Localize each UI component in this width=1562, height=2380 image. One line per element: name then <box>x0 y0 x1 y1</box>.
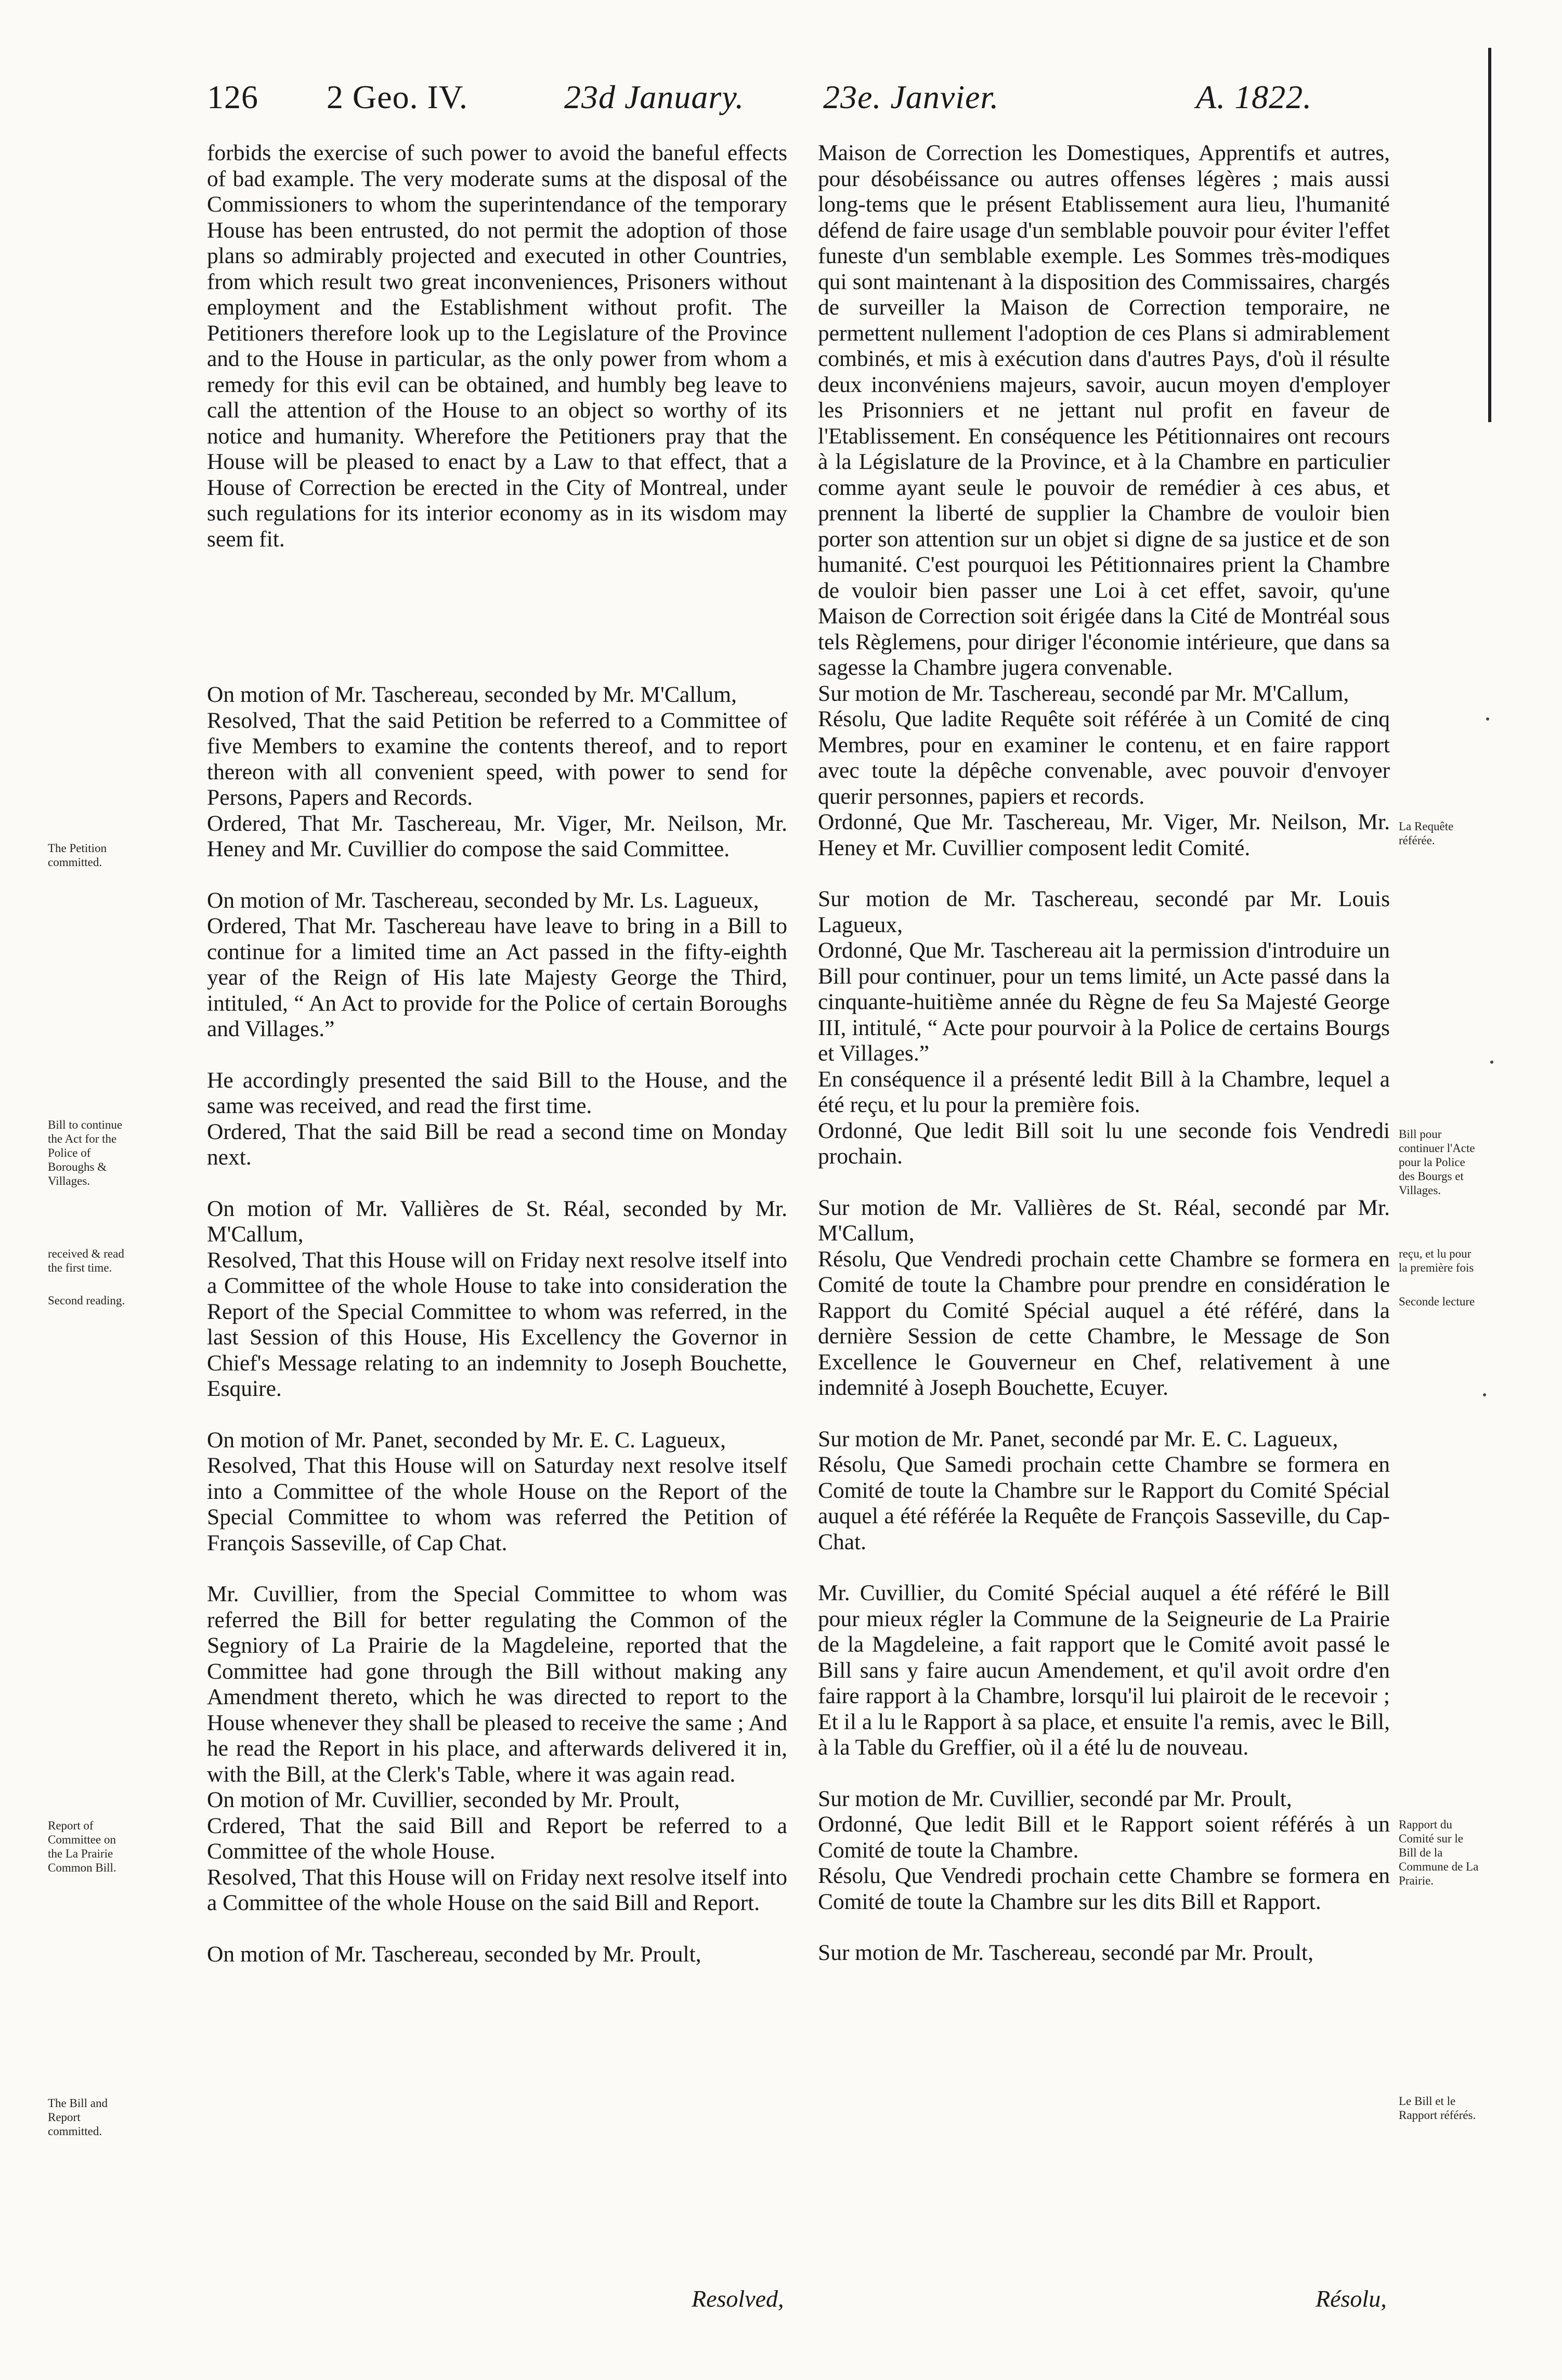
page-number: 126 <box>207 79 258 115</box>
fr-paragraph: Sur motion de Mr. Cuvillier, secondé par Mr. Proult, <box>818 1786 1292 1811</box>
en-paragraph: Ordered, That Mr. Taschereau, Mr. Viger, Mr. Neilson, Mr. Heney and Mr. Cuvillier do compose the said Committee. <box>207 810 787 861</box>
catchword-en: Resolved, <box>692 2285 784 2312</box>
en-paragraph: Mr. Cuvillier, from the Special Committee to whom was referred the Bill for better regulating the Common of the Segniory of La Prairie de la Magdeleine, reported that the Committee had gone through the Bill without making any Amendment thereto, which he was directed to report to the House whenever they shall be pleased to receive the same ; And he read the Report in his place, and afterwards delivered it in, with the Bill, at the Clerk's Table, where it was again read. <box>207 1581 787 1787</box>
margin-note-en: The Bill and Report committed. <box>48 2097 108 2138</box>
french-column <box>818 140 1390 1966</box>
fr-paragraph: Sur motion de Mr. Panet, secondé par Mr. E. C. Lagueux, <box>818 1426 1338 1451</box>
margin-note-en: received & read the first time. <box>48 1247 124 1274</box>
fr-paragraph: Mr. Cuvillier, du Comité Spécial auquel a été référé le Bill pour mieux régler la Commune de la Seigneurie de La Prairie de la Magdeleine, a fait rapport que le Comité avoit passé le Bill sans y faire aucun Amendement, et qu'il avoit ordre d'en faire rapport à la Chambre, lorsqu'il lui plairoit de le recevoir ; Et il a lu le Rapport à sa place, et ensuite l'a remis, avec le Bill, à la Table du Greffier, où il a été lu de nouveau. <box>818 1580 1390 1760</box>
margin-note-en: Report of Committee on the La Prairie Common Bill. <box>48 1819 116 1874</box>
fr-paragraph: Résolu, Que Vendredi prochain cette Chambre se formera en Comité de toute la Chambre pour prendre en considération le Rapport du Comité Spécial auquel a été référé, dans la dernière Session de cette Chambre, le Message de Son Excellence le Gouverneur en Chef, relativement à une indemnité à Joseph Bouchette, Ecuyer. <box>818 1246 1390 1400</box>
margin-note-fr: Le Bill et le Rapport référés. <box>1399 2095 1476 2122</box>
fr-paragraph: En conséquence il a présenté ledit Bill à la Chambre, lequel a été reçu, et lu pour la première fois. <box>818 1066 1390 1117</box>
fr-paragraph: Résolu, Que Samedi prochain cette Chambre se formera en Comité de toute la Chambre sur le Rapport du Comité Spécial auquel a été référée la Requête de François Sasseville, du Cap-Chat. <box>818 1452 1390 1554</box>
en-paragraph: On motion of Mr. Cuvillier, seconded by Mr. Proult, <box>207 1787 680 1812</box>
fr-paragraph: Résolu, Que Vendredi prochain cette Chambre se formera en Comité de toute la Chambre sur les dits Bill et Rapport. <box>818 1863 1390 1914</box>
en-paragraph: forbids the exercise of such power to avoid the baneful effects of bad example. The very moderate sums at the disposal of the Commissioners to whom the superintendance of the temporary House has been entrusted, do not permit the adoption of those plans so admirably projected and executed in other Countries, from which result two great inconveniences, Prisoners without employment and the Establishment without profit. The Petitioners therefore look up to the Legislature of the Province and to the House in particular, as the only power from whom a remedy for this evil can be obtained, and humbly beg leave to call the attention of the House to an object so worthy of its notice and humanity. Wherefore the Petitioners pray that the House will be pleased to enact by a Law to that effect, that a House of Correction be erected in the City of Montreal, under such regulations for its interior economy as in its wisdom may seem fit. <box>207 140 787 552</box>
fr-paragraph: Ordonné, Que ledit Bill et le Rapport soient référés à un Comité de toute la Chambre. <box>818 1812 1390 1863</box>
en-paragraph: Resolved, That this House will on Saturday next resolve itself into a Committee of the whole House on the Report of the Special Committee to whom was referred the Petition of François Sasseville, of Cap Chat. <box>207 1453 787 1555</box>
margin-note-fr: Rapport du Comité sur le Bill de la Commune de La Prairie. <box>1399 1818 1479 1887</box>
en-paragraph: Resolved, That this House will on Friday next resolve itself into a Committee of the whole House on the said Bill and Report. <box>207 1864 787 1915</box>
fr-paragraph: Résolu, Que ladite Requête soit référée à un Comité de cinq Membres, pour en examiner le contenu, et en faire rapport avec toute la dépêche convenable, avec pouvoir d'envoyer querir personnes, papiers et records. <box>818 707 1390 809</box>
en-paragraph: On motion of Mr. Vallières de St. Réal, seconded by Mr. M'Callum, <box>207 1196 787 1247</box>
margin-note-en: The Petition committed. <box>48 842 107 869</box>
margin-note-fr: La Requête référée. <box>1399 820 1454 847</box>
en-paragraph: He accordingly presented the said Bill to the House, and the same was received, and read the first time. <box>207 1067 787 1118</box>
header-date-fr: 23e. Janvier. <box>823 79 999 115</box>
en-paragraph: On motion of Mr. Taschereau, seconded by Mr. M'Callum, <box>207 682 737 707</box>
regnal-year: 2 Geo. IV. <box>327 79 468 115</box>
print-speck <box>1483 1393 1486 1396</box>
fr-paragraph: Maison de Correction les Domestiques, Apprentifs et autres, pour désobéissance ou autres offenses légères ; mais aussi long-tems que le présent Etablissement aura lieu, l'humanité défend de faire usage d'un semblable pouvoir pour éviter l'effet funeste d'un semblable exemple. Les Sommes très-modiques qui sont maintenant à la disposition des Commissaires, chargés de surveiller la Maison de Correction temporaire, ne permettent nullement l'adoption de ces Plans si admirablement combinés, et mis à exécution dans d'autres Pays, d'où il résulte deux inconvéniens majeurs, savoir, aucun moyen d'employer les Prisonniers et ne jettant nul profit en faveur de l'Etablissement. En conséquence les Pétitionnaires ont recours à la Législature de la Province, et à la Chambre en particulier comme ayant seule le pouvoir de remédier à ces abus, et prennent la liberté de supplier la Chambre de vouloir bien porter son attention sur un objet si digne de sa justice et de son humanité. C'est pourquoi les Pétitionnaires prient la Chambre de vouloir bien passer une Loi à cet effet, savoir, qu'une Maison de Correction soit érigée dans la Cité de Montréal sous tels Règlemens, pour diriger l'économie intérieure, que dans sa sagesse la Chambre jugera convenable. <box>818 140 1390 680</box>
en-paragraph: Ordered, That the said Bill be read a second time on Monday next. <box>207 1119 787 1170</box>
fr-paragraph: Sur motion de Mr. Vallières de St. Réal, secondé par Mr. M'Callum, <box>818 1195 1390 1246</box>
fr-paragraph: Sur motion de Mr. Taschereau, secondé par Mr. Proult, <box>818 1940 1313 1965</box>
print-speck <box>1486 717 1489 721</box>
en-paragraph: Ordered, That Mr. Taschereau have leave to bring in a Bill to continue for a limited time an Act passed in the fifty-eighth year of the Reign of His late Majesty George the Third, intituled, “ An Act to provide for the Police of certain Boroughs and Villages.” <box>207 913 787 1041</box>
header-date-en: 23d January. <box>564 79 745 115</box>
edge-rule <box>1488 48 1491 422</box>
fr-paragraph: Ordonné, Que Mr. Taschereau, Mr. Viger, Mr. Neilson, Mr. Heney et Mr. Cuvillier composent ledit Comité. <box>818 809 1390 860</box>
en-paragraph: Crdered, That the said Bill and Report be referred to a Committee of the whole House. <box>207 1813 787 1864</box>
en-paragraph: Resolved, That the said Petition be referred to a Committee of five Members to examine the contents thereof, and to report thereon with all convenient speed, with power to send for Persons, Papers and Records. <box>207 708 787 810</box>
en-paragraph: On motion of Mr. Taschereau, seconded by Mr. Proult, <box>207 1941 701 1967</box>
fr-paragraph: Ordonné, Que Mr. Taschereau ait la permission d'introduire un Bill pour continuer, pour un tems limité, un Acte passé dans la cinquante-huitième année du Règne de feu Sa Majesté George III, intitulé, “ Acte pour pourvoir à la Police de certains Bourgs et Villages.” <box>818 938 1390 1066</box>
margin-note-en: Second reading. <box>48 1294 125 1307</box>
margin-note-fr: reçu, et lu pour la première fois <box>1399 1247 1474 1274</box>
en-paragraph: Resolved, That this House will on Friday next resolve itself into a Committee of the whole House to take into consideration the Report of the Special Committee to whom was referred, in the last Session of this House, His Excellency the Governor in Chief's Message relating to an indemnity to Joseph Bouchette, Esquire. <box>207 1247 787 1401</box>
catchword-fr: Résolu, <box>1316 2285 1387 2312</box>
en-paragraph: On motion of Mr. Panet, seconded by Mr. E. C. Lagueux, <box>207 1427 726 1453</box>
fr-paragraph: Sur motion de Mr. Taschereau, secondé par Mr. M'Callum, <box>818 681 1349 706</box>
margin-note-fr: Bill pour continuer l'Acte pour la Police des Bourgs et Villages. <box>1399 1128 1475 1197</box>
margin-note-fr: Seconde lecture <box>1399 1295 1475 1308</box>
fr-paragraph: Sur motion de Mr. Taschereau, secondé par Mr. Louis Lagueux, <box>818 886 1390 937</box>
fr-paragraph: Ordonné, Que ledit Bill soit lu une seconde fois Vendredi prochain. <box>818 1118 1390 1169</box>
print-speck <box>1490 1061 1493 1064</box>
header-year: A. 1822. <box>1196 79 1312 115</box>
english-column <box>207 140 787 1967</box>
en-paragraph: On motion of Mr. Taschereau, seconded by Mr. Ls. Lagueux, <box>207 887 759 913</box>
margin-note-en: Bill to continue the Act for the Police of Boroughs & Villages. <box>48 1118 123 1187</box>
